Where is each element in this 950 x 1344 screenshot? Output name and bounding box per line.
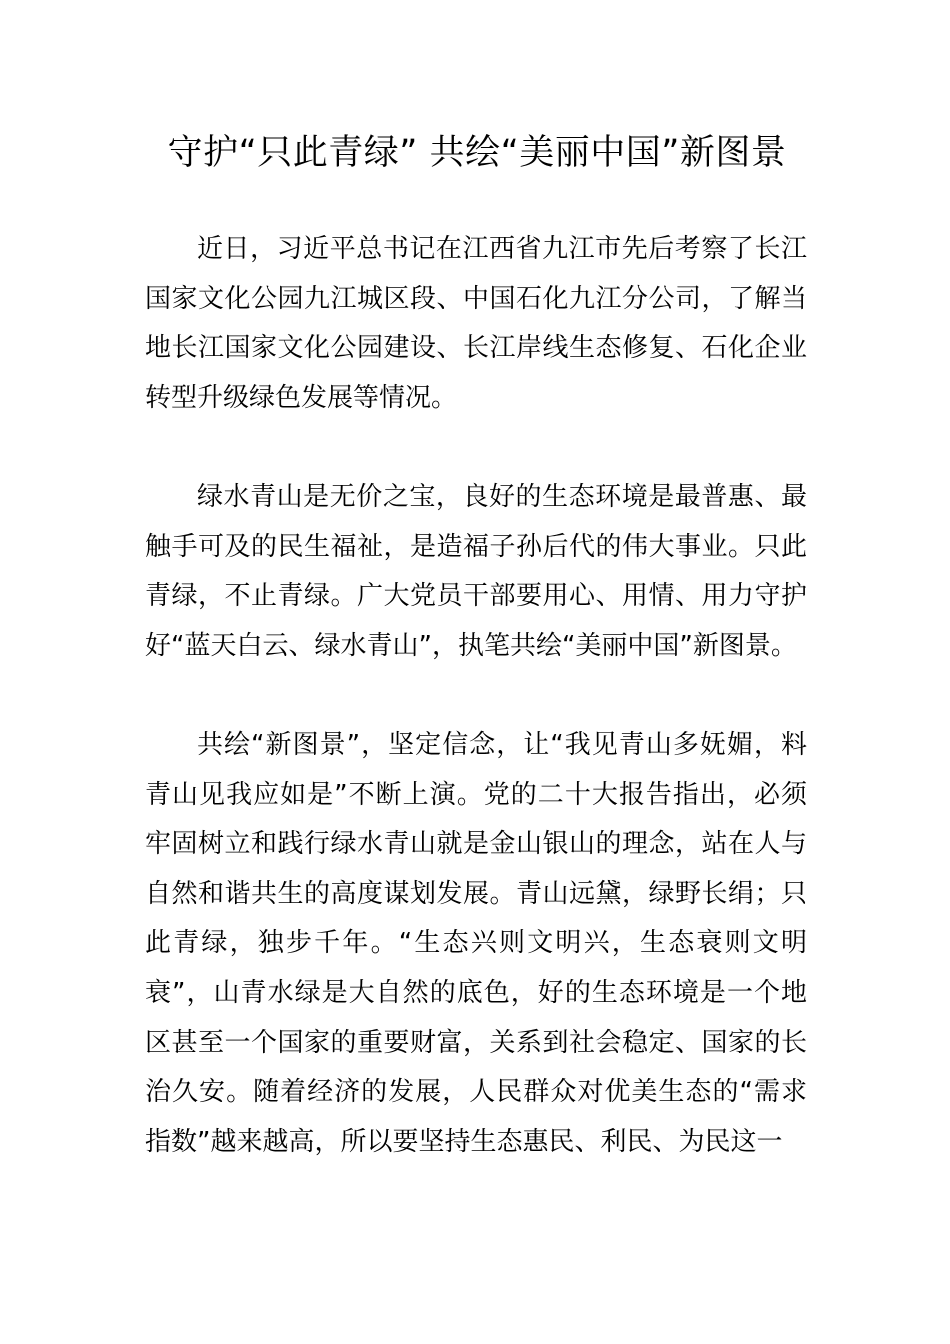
paragraph-2: 绿水青山是无价之宝，良好的生态环境是最普惠、最触手可及的民生福祉，是造福子孙后代的伟大事业。只此青绿，不止青绿。广大党员干部要用心、用情、用力守护好“蓝天白云、绿水青山”，执笔共绘“美丽中国”新图景。 bbox=[145, 481, 807, 661]
paragraph-spacer bbox=[145, 671, 807, 721]
document-title: 守护“只此青绿” 共绘“美丽中国”新图景 bbox=[167, 133, 787, 173]
paragraph-1: 近日，习近平总书记在江西省九江市先后考察了长江国家文化公园九江城区段、中国石化九江分公司，了解当地长江国家文化公园建设、长江岸线生态修复、石化企业转型升级绿色发展等情况。 bbox=[145, 234, 807, 413]
paragraph-3: 共绘“新图景”，坚定信念，让“我见青山多妩媚，料青山见我应如是”不断上演。党的二十大报告指出，必须牢固树立和践行绿水青山就是金山银山的理念，站在人与自然和谐共生的高度谋划发展。青山远黛，绿野长绢；只此青绿，独步千年。“生态兴则文明兴，生态衰则文明衰”，山青水绿是大自然的底色，好的生态环境是一个地区甚至一个国家的重要财富，关系到社会稳定、国家的长治久安。随着经济的发展，人民群众对优美生态的“需求指数”越来越高，所以要坚持生态惠民、利民、为民这一 bbox=[145, 729, 807, 1157]
paragraph-spacer bbox=[145, 423, 807, 473]
document-body bbox=[145, 225, 807, 1167]
